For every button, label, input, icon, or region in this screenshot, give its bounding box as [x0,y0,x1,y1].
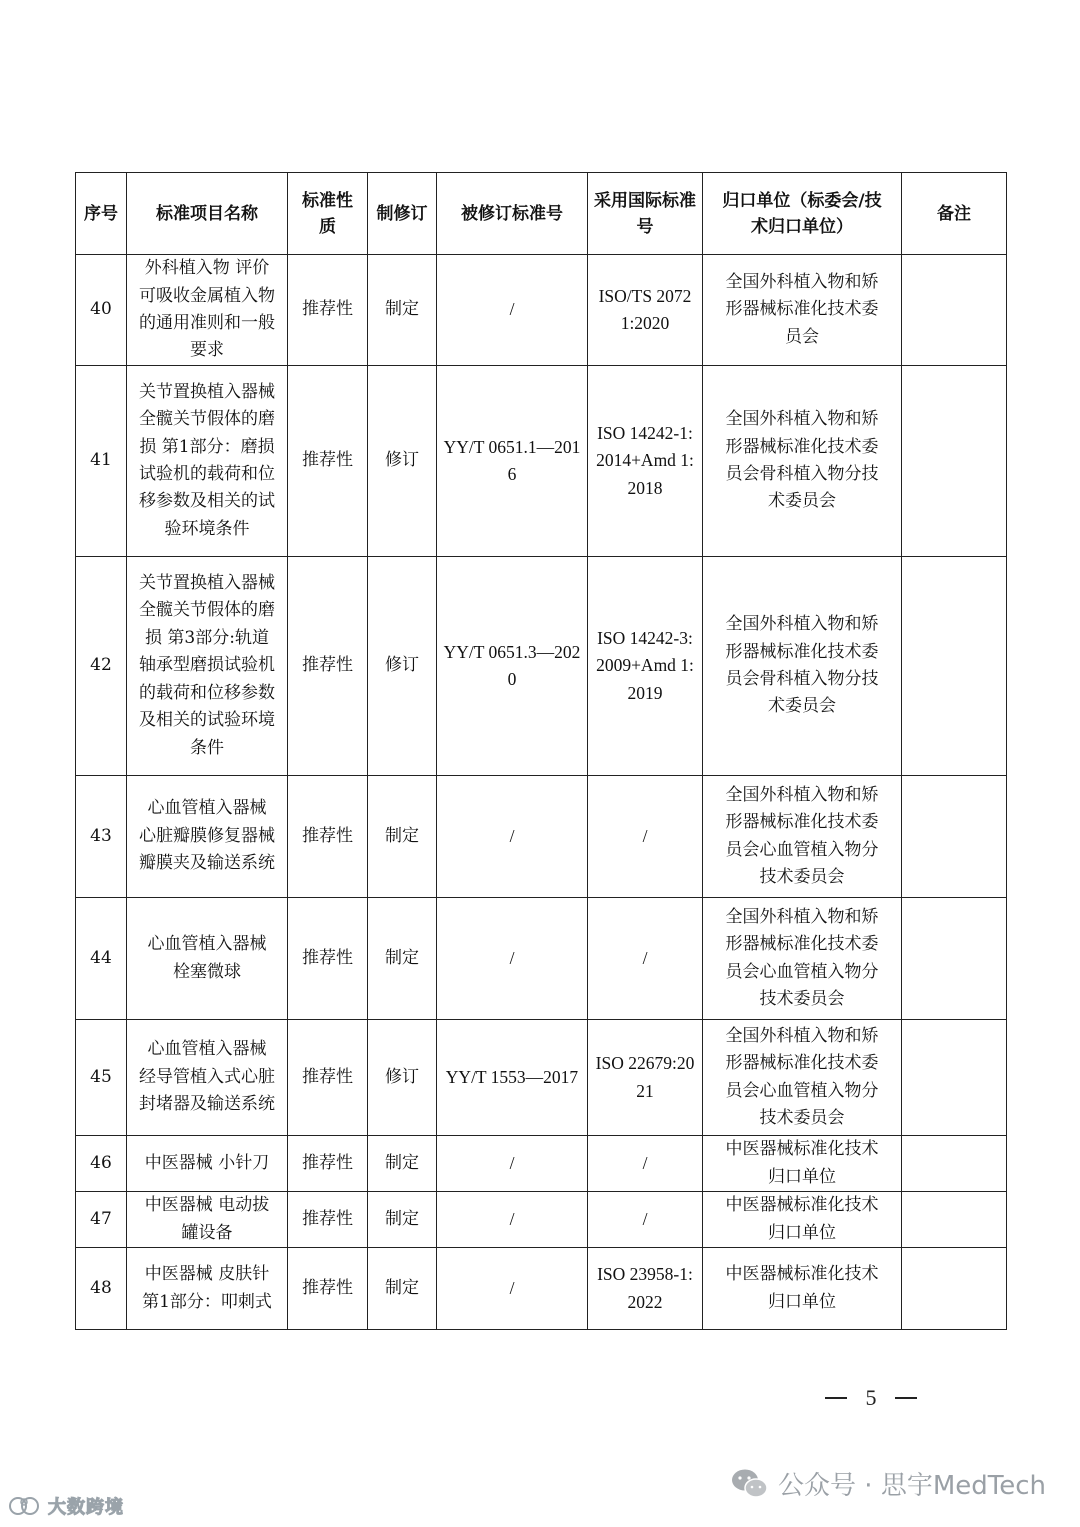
watermark-right [730,1465,1046,1502]
dash-left [825,1397,847,1398]
remark-cell [902,1020,1007,1136]
project-name: 关节置换植入器械 全髋关节假体的磨损 第3部分:轨道轴承型磨损试验机的载荷和位移参数及相关的试验环境条件 [127,557,288,776]
remark-cell [902,898,1007,1020]
row-number: 47 [76,1192,127,1248]
table-row [76,366,1007,557]
remark-cell [902,1248,1007,1330]
revised-standard: / [437,1136,588,1192]
responsible-unit: 全国外科植入物和矫形器械标准化技术委员会心血管植入物分技术委员会 [703,898,902,1020]
responsible-unit: 全国外科植入物和矫形器械标准化技术委员会 [703,255,902,366]
nature-cell: 推荐性 [288,255,368,366]
project-name: 心血管植入器械 栓塞微球 [127,898,288,1020]
iso-standard: / [588,898,703,1020]
project-name: 中医器械 皮肤针 第1部分：叩刺式 [127,1248,288,1330]
remark-cell [902,1136,1007,1192]
header-cell: 采用国际标准号 [588,173,703,255]
header-cell: 标准项目名称 [127,173,288,255]
type-cell: 修订 [368,1020,437,1136]
row-number: 48 [76,1248,127,1330]
iso-standard: / [588,1136,703,1192]
revised-standard: / [437,1248,588,1330]
remark-cell [902,557,1007,776]
nature-cell: 推荐性 [288,898,368,1020]
revised-standard: / [437,255,588,366]
row-number: 40 [76,255,127,366]
responsible-unit: 全国外科植入物和矫形器械标准化技术委员会心血管植入物分技术委员会 [703,1020,902,1136]
table-row [76,557,1007,776]
nature-cell: 推荐性 [288,557,368,776]
iso-standard: ISO 22679:2021 [588,1020,703,1136]
type-cell: 制定 [368,898,437,1020]
table-row [76,255,1007,366]
remark-cell [902,366,1007,557]
header-cell: 被修订标准号 [437,173,588,255]
type-cell: 修订 [368,366,437,557]
type-cell: 制定 [368,1248,437,1330]
iso-standard: ISO 14242-1:2014+Amd 1:2018 [588,366,703,557]
remark-cell [902,255,1007,366]
table-row [76,1192,1007,1248]
type-cell: 修订 [368,557,437,776]
iso-standard: ISO 23958-1:2022 [588,1248,703,1330]
header-cell: 序号 [76,173,127,255]
table-row [76,776,1007,898]
row-number: 43 [76,776,127,898]
revised-standard: YY/T 1553—2017 [437,1020,588,1136]
row-number: 41 [76,366,127,557]
responsible-unit: 中医器械标准化技术归口单位 [703,1192,902,1248]
project-name: 外科植入物 评价可吸收金属植入物的通用准则和一般要求 [127,255,288,366]
nature-cell: 推荐性 [288,1020,368,1136]
watermark-logo-icon [8,1495,44,1517]
revised-standard: YY/T 0651.1—2016 [437,366,588,557]
revised-standard: / [437,1192,588,1248]
wechat-icon [730,1467,770,1501]
table-row [76,1020,1007,1136]
type-cell: 制定 [368,1136,437,1192]
iso-standard: ISO/TS 20721:2020 [588,255,703,366]
row-number: 45 [76,1020,127,1136]
row-number: 46 [76,1136,127,1192]
project-name: 中医器械 小针刀 [127,1136,288,1192]
responsible-unit: 全国外科植入物和矫形器械标准化技术委员会骨科植入物分技术委员会 [703,557,902,776]
table-row [76,898,1007,1020]
table-row [76,1136,1007,1192]
revised-standard: / [437,898,588,1020]
responsible-unit: 中医器械标准化技术归口单位 [703,1136,902,1192]
nature-cell: 推荐性 [288,366,368,557]
row-number: 44 [76,898,127,1020]
watermark-left [8,1493,124,1519]
row-number: 42 [76,557,127,776]
remark-cell [902,1192,1007,1248]
nature-cell: 推荐性 [288,1248,368,1330]
table-row [76,1248,1007,1330]
header-cell: 备注 [902,173,1007,255]
responsible-unit: 中医器械标准化技术归口单位 [703,1248,902,1330]
page-number [825,1385,917,1411]
type-cell: 制定 [368,1192,437,1248]
header-cell: 制修订 [368,173,437,255]
header-cell: 标准性质 [288,173,368,255]
header-cell: 归口单位（标委会/技术归口单位） [703,173,902,255]
revised-standard: YY/T 0651.3—2020 [437,557,588,776]
nature-cell: 推荐性 [288,1192,368,1248]
revised-standard: / [437,776,588,898]
nature-cell: 推荐性 [288,1136,368,1192]
standards-table [75,172,1007,1330]
type-cell: 制定 [368,255,437,366]
responsible-unit: 全国外科植入物和矫形器械标准化技术委员会骨科植入物分技术委员会 [703,366,902,557]
project-name: 心血管植入器械 心脏瓣膜修复器械 瓣膜夹及输送系统 [127,776,288,898]
iso-standard: / [588,1192,703,1248]
remark-cell [902,776,1007,898]
table-header-row [76,173,1007,255]
nature-cell: 推荐性 [288,776,368,898]
type-cell: 制定 [368,776,437,898]
responsible-unit: 全国外科植入物和矫形器械标准化技术委员会心血管植入物分技术委员会 [703,776,902,898]
iso-standard: / [588,776,703,898]
dash-right [895,1397,917,1398]
iso-standard: ISO 14242-3:2009+Amd 1:2019 [588,557,703,776]
page-number-text: 5 [865,1385,877,1410]
watermark-right-text: 公众号 · 思宇MedTech [778,1471,1046,1501]
project-name: 中医器械 电动拔罐设备 [127,1192,288,1248]
project-name: 关节置换植入器械 全髋关节假体的磨损 第1部分：磨损试验机的载荷和位移参数及相关的试验环境条件 [127,366,288,557]
project-name: 心血管植入器械 经导管植入式心脏封堵器及输送系统 [127,1020,288,1136]
watermark-left-text: 大数跨境 [48,1497,124,1518]
